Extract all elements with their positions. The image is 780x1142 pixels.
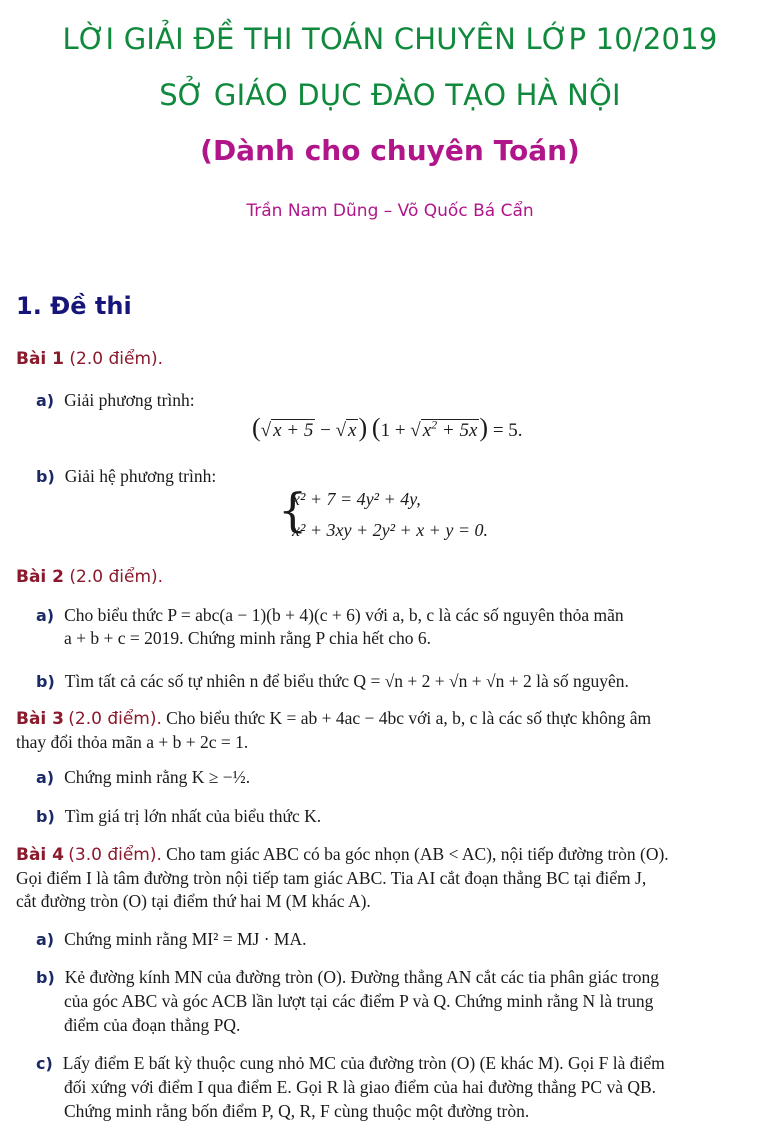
problem-label: Bài 4	[16, 845, 65, 865]
problem-1b	[36, 466, 216, 487]
part-label: c)	[36, 1054, 53, 1073]
problem-1a	[36, 390, 195, 411]
problem-3-heading	[16, 708, 651, 729]
authors: Trần Nam Dũng – Võ Quốc Bá Cẩn	[246, 201, 534, 221]
problem-intro: Cho tam giác ABC có ba góc nhọn (AB < AC), nội tiếp đường tròn (O).	[166, 844, 669, 864]
problem-4b	[36, 967, 659, 988]
part-label: a)	[36, 930, 55, 949]
part-text: Tìm giá trị lớn nhất của biểu thức K.	[64, 806, 322, 826]
problem-points: (3.0 điểm).	[68, 845, 162, 865]
problem-label: Bài 2	[16, 567, 65, 587]
problem-4c-line3: Chứng minh rằng bốn điểm P, Q, R, F cùng thuộc một đường tròn.	[64, 1101, 530, 1121]
part-label: a)	[36, 391, 55, 410]
part-text: Chứng minh rằng MI² = MJ · MA.	[64, 929, 307, 949]
problem-3a	[36, 767, 250, 788]
title-line-1: LỜI GIẢI ĐỀ THI TOÁN CHUYÊN LỚP 10/2019	[62, 22, 718, 56]
problem-label: Bài 1	[16, 349, 65, 369]
part-text: Tìm tất cả các số tự nhiên n để biểu thức Q = √n + 2 + √n + √n + 2 là số nguyên.	[64, 671, 629, 691]
subtitle: (Dành cho chuyên Toán)	[200, 134, 580, 167]
problem-points: (2.0 điểm).	[69, 567, 164, 587]
problem-4-intro-2: Gọi điểm I là tâm đường tròn nội tiếp tam giác ABC. Tia AI cắt đoạn thẳng BC tại điểm J,	[16, 868, 647, 888]
part-text: Giải hệ phương trình:	[64, 466, 217, 486]
problem-4b-line3: điểm của đoạn thẳng PQ.	[64, 1015, 241, 1035]
part-text: Cho biểu thức P = abc(a − 1)(b + 4)(c + 6) với a, b, c là các số nguyên thỏa mãn	[64, 605, 624, 625]
part-text: Lấy điểm E bất kỳ thuộc cung nhỏ MC của đường tròn (O) (E khác M). Gọi F là điểm	[62, 1053, 665, 1073]
part-text: Kẻ đường kính MN của đường tròn (O). Đường thẳng AN cắt các tia phân giác trong	[64, 967, 659, 987]
part-label: b)	[36, 807, 55, 826]
problem-label: Bài 3	[16, 709, 65, 729]
system-line-2: x² + 3xy + 2y² + x + y = 0.	[292, 520, 488, 540]
problem-4b-line2: của góc ABC và góc ACB lần lượt tại các điểm P và Q. Chứng minh rằng N là trung	[64, 991, 654, 1011]
part-label: a)	[36, 606, 55, 625]
system-brace: {	[278, 483, 308, 537]
problem-2a-line2: a + b + c = 2019. Chứng minh rằng P chia hết cho 6.	[64, 628, 431, 648]
problem-4-intro-3: cắt đường tròn (O) tại điểm thứ hai M (M khác A).	[16, 891, 371, 911]
part-label: b)	[36, 672, 55, 691]
problem-intro: Cho biểu thức K = ab + 4ac − 4bc với a, b, c là các số thực không âm	[166, 708, 652, 728]
part-label: b)	[36, 968, 55, 987]
problem-1-heading	[16, 349, 163, 369]
system-line-1: x² + 7 = 4y² + 4y,	[292, 489, 421, 509]
problem-2-heading	[16, 567, 163, 587]
part-text: Giải phương trình:	[64, 390, 195, 410]
part-text: Chứng minh rằng K ≥ −½.	[64, 767, 251, 787]
problem-2b	[36, 671, 629, 692]
problem-4c	[36, 1053, 665, 1074]
problem-2a	[36, 605, 624, 626]
problem-3b	[36, 806, 321, 827]
section-title: 1. Đề thi	[16, 292, 132, 320]
title-line-2: SỞ GIÁO DỤC ĐÀO TẠO HÀ NỘI	[159, 78, 621, 112]
problem-4c-line2: đối xứng với điểm I qua điểm E. Gọi R là giao điểm của hai đường thẳng PC và QB.	[64, 1077, 657, 1097]
problem-4a	[36, 929, 307, 950]
problem-3-intro-2: thay đổi thỏa mãn a + b + 2c = 1.	[16, 732, 249, 752]
problem-points: (2.0 điểm).	[68, 709, 162, 729]
problem-points: (2.0 điểm).	[69, 349, 164, 369]
equation-1a: (√ x + 5 − √ x) (1 + √ $x^2 + 5x) = 5$.	[252, 413, 523, 442]
problem-4-heading	[16, 844, 669, 865]
part-label: a)	[36, 768, 55, 787]
part-label: b)	[36, 467, 55, 486]
